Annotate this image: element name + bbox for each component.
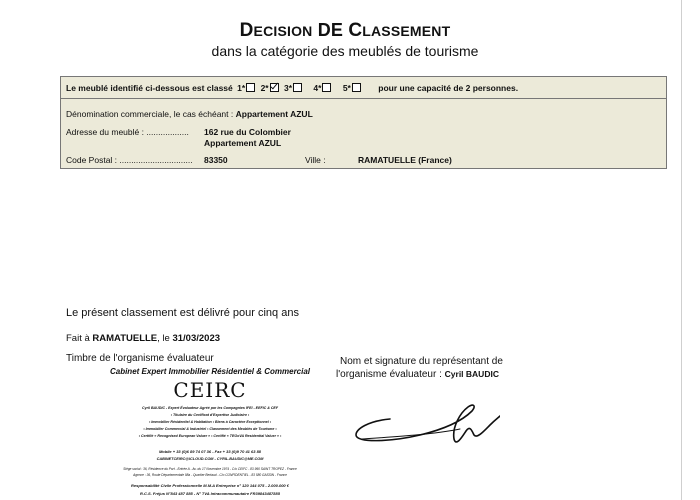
signature-label-line2: l'organisme évaluateur : Cyril BAUDIC [336,369,499,380]
ville-value: RAMATUELLE (France) [358,155,452,165]
stamp-rcp: Responsabilité Civile Professionnelle M.M.A Entreprise n° 120 144 075 - 2.000.000 € [131,483,289,488]
star-4-checkbox [322,83,331,92]
signature-label-line1: Nom et signature du représentant de [340,356,503,367]
timbre-label: Timbre de l'organisme évaluateur [66,353,214,364]
stamp-line1: Cyril BAUDIC - Expert Évaluateur Agréé par les Compagnies IFEI - EEFIC & CEF [141,406,279,410]
stamp-mobile: Mobile + 33 (0)6 89 74 07 36 - Fax + 33 (0)9 70 41 63 88 [158,449,262,454]
capacity-text: pour une capacité de 2 personnes. [378,83,519,93]
star-4-label: 4* [313,83,322,93]
stamp-line2: • Titulaire du Certificat d'Expertise Judiciaire • [170,413,250,417]
star-1-checkbox [246,83,255,92]
document-subtitle: dans la catégorie des meublés de tourisme [211,43,479,59]
validity-statement: Le présent classement est délivré pour cinq ans [66,307,299,319]
star-5-checkbox [352,83,361,92]
fait-line: Fait à RAMATUELLE, le 31/03/2023 [66,333,221,344]
document-title: DECISION DE CLASSEMENT [239,20,451,41]
adresse-line1: 162 rue du Colombier [204,127,291,137]
classement-row [61,77,666,99]
fait-date: 31/03/2023 [172,333,221,344]
star-2-checkbox-checked [270,83,279,92]
denomination-label: Dénomination commerciale, le cas échéant : [66,109,234,119]
handwritten-signature [350,395,500,455]
star-2-label: 2* [260,83,269,93]
signatory-name: Cyril BAUDIC [444,369,499,379]
stamp-line3: • Immobilier Résidentiel & Habitation • Biens à Caractère Exceptionnel • [148,420,271,424]
star-3-label: 3* [283,83,293,93]
code-postal-label: Code Postal : ............................... [66,155,193,165]
denomination-line [66,109,313,119]
stamp-siege1: Siège social : 36, Résidence du Port - Entrée A - Av. du 17 Novembre 1974 - C/o CEIFC - 83 990 SAINT TROPEZ - France [123,467,297,471]
ceirc-logo: CEIRC [173,378,247,402]
code-postal-value: 83350 [204,155,228,165]
stamp-rcs: R.C.S. Fréjus N°843 487 885 - N° TVA Intracommunautaire FR39843487885 [140,491,280,496]
ville-label: Ville : [305,155,326,165]
adresse-label: Adresse du meublé : .................. [66,127,189,137]
stamp-company: Cabinet Expert Immobilier Résidentiel & Commercial [109,367,311,376]
adresse-line2: Appartement AZUL [204,138,282,148]
star-3-checkbox [293,83,302,92]
star-1-label: 1* [237,83,246,93]
fait-city: RAMATUELLE [92,333,158,344]
stamp-line5: • Certifié « Recognised European Valuer » • Certifié « TEGoVA Residential Valuer » • [138,434,282,438]
star-5-label: 5* [342,83,351,93]
stamp-siege2: Agence : 36, Route Départementale 98a - Quartier Bertaud - C/o CONFIDENTIEL - 83 580 GASSIN - France [133,473,287,477]
classement-box [60,76,667,169]
stamp-line4: • Immobilier Commercial & Industriel • Classement des Meublés de Tourisme • [143,427,277,431]
company-stamp [90,367,330,500]
classement-text: Le meublé identifié ci-dessous est classé [66,83,233,93]
denomination-value: Appartement AZUL [235,109,313,119]
stamp-email: CABINETCEIRC@ICLOUD.COM - CYRIL.BAUDIC@ME.COM [156,457,264,461]
page-edge [681,0,682,500]
